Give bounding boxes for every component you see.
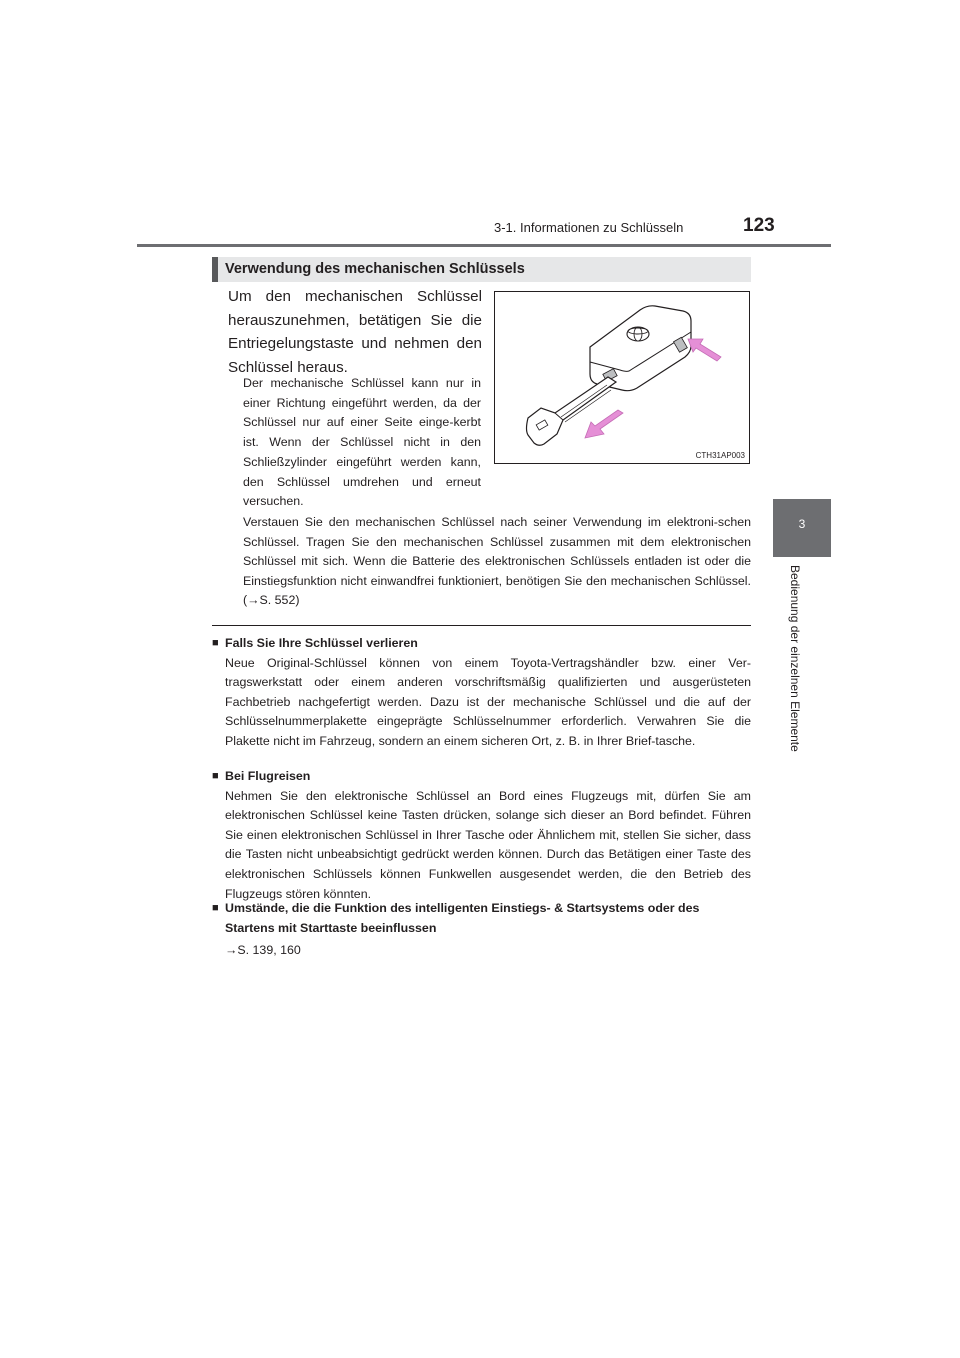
info-item-air-travel xyxy=(212,767,751,904)
pull-arrow-icon xyxy=(585,410,623,438)
square-bullet-icon: ■ xyxy=(212,770,219,782)
info-body-reference: →S. 139, 160 xyxy=(225,943,301,958)
info-heading: Umstände, die die Funktion des intelligenten Einstiegs- & Startsystems oder des Startens mit Starttaste beeinflussen xyxy=(225,901,700,935)
chapter-number: 3 xyxy=(798,517,806,531)
note-key-direction: Der mechanische Schlüssel kann nur in einer Richtung eingeführt werden, da der Schlüssel nur auf einer Seite einge-kerbt ist. Wenn der Schlüssel nicht in den Schließzylinder eingeführt werden kann, den Schlüssel umdrehen und erneut versuchen. xyxy=(243,376,481,509)
chapter-title: Bedienung der einzelnen Elemente xyxy=(788,565,802,752)
info-item-smart-system xyxy=(212,899,751,961)
intro-paragraph: Um den mechanischen Schlüssel herauszunehmen, betätigen Sie die Entriegelungstaste und nehmen den Schlüssel heraus. xyxy=(228,288,482,376)
info-heading: Bei Flugreisen xyxy=(225,769,311,783)
info-item-lost-keys xyxy=(212,634,751,752)
push-arrow-icon xyxy=(688,339,721,361)
section-heading-bar xyxy=(212,257,751,282)
info-body: Neue Original-Schlüssel können von einem Toyota-Vertragshändler bzw. einer Ver-tragswerkstatt oder einem anderen vorschriftsmäßig qualifizierten und ausgerüsteten Fachbetrieb nachgefertigt werden. Dazu ist der mechanische Schlüssel und die auf der Schlüsselnummerplakette eingeprägte Schlüsselnummer erforderlich. Verwahren Sie die Plakette nicht im Fahrzeug, sondern an einem sicheren Ort, z. B. in Ihrer Brief-tasche. xyxy=(225,655,751,748)
key-drawing xyxy=(495,292,751,465)
key-illustration xyxy=(494,291,750,464)
page-number: 123 xyxy=(743,215,775,236)
figure-code: CTH31AP003 xyxy=(695,451,745,460)
section-heading-accent xyxy=(212,257,218,282)
section-divider xyxy=(212,625,751,626)
mechanical-key xyxy=(527,377,617,445)
square-bullet-icon: ■ xyxy=(212,637,219,649)
info-body: Nehmen Sie den elektronische Schlüssel an Bord eines Flugzeugs mit, dürfen Sie am elektronischen Schlüssel keine Tasten drücken, solange sich dieser an Bord befindet. Führen Sie einen elektronischen Schlüssel in Ihrer Tasche oder Ähnlichem mit, stellen Sie sicher, dass die Tasten nicht unbeabsichtigt gedrückt werden können. Durch das Betätigen einer Taste des elektronischen Schlüssels können Funkwellen ausgesendet werden, die den Betrieb des Flugzeugs stören könnten. xyxy=(225,788,751,901)
header-section-title: 3-1. Informationen zu Schlüsseln xyxy=(494,220,684,235)
square-bullet-icon: ■ xyxy=(212,902,219,914)
note-stow-key: Verstauen Sie den mechanischen Schlüssel nach seiner Verwendung im elektroni-schen Schlüssel. Tragen Sie den mechanischen Schlüssel zusammen mit dem elektronischen Schlüssel mit sich. Wenn die Batterie des elektronischen Schlüssels entladen ist oder die Einstiegsfunktion nicht einwandfrei funktioniert, benötigen Sie den mechanischen Schlüssel. (→S. 552) xyxy=(243,515,751,608)
chapter-tab xyxy=(773,499,831,557)
info-heading: Falls Sie Ihre Schlüssel verlieren xyxy=(225,636,418,650)
header-rule xyxy=(137,244,831,247)
section-title: Verwendung des mechanischen Schlüssels xyxy=(225,261,525,277)
